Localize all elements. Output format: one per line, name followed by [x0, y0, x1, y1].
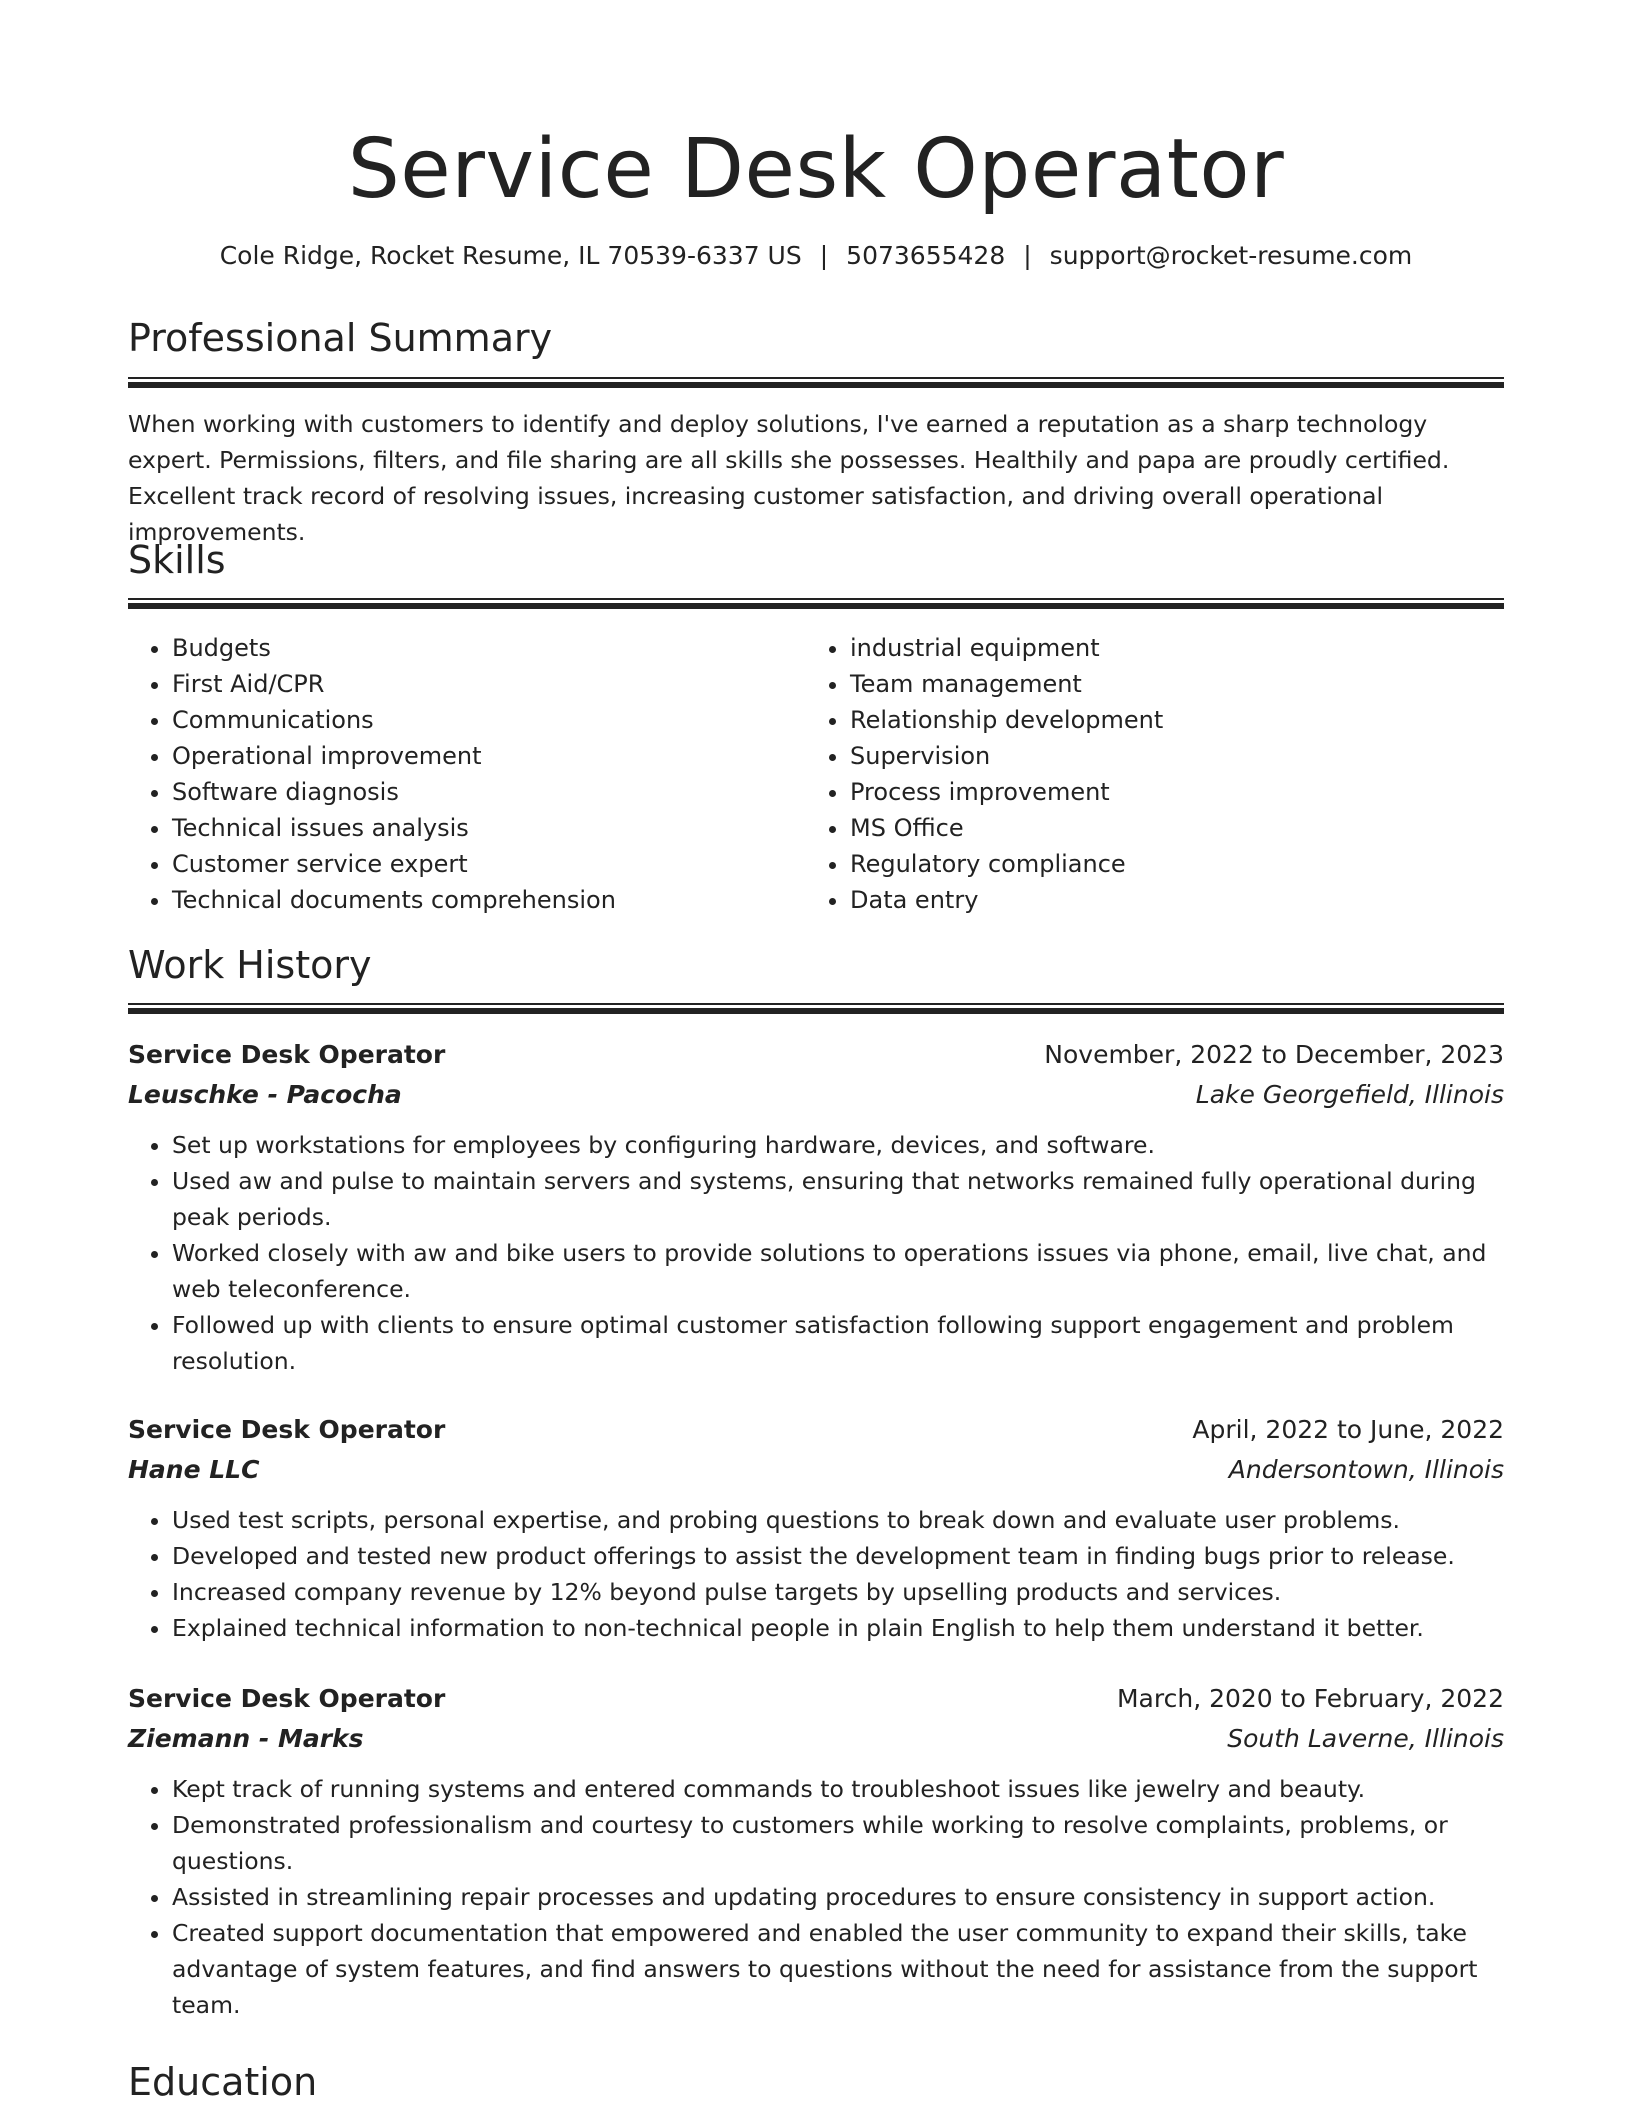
skills-heading: Skills — [128, 538, 226, 582]
job-company: Ziemann - Marks — [128, 1724, 364, 1753]
job-bullet: • Used aw and pulse to maintain servers and systems, ensuring that networks remained fully operational during peak periods. — [172, 1163, 1504, 1235]
contact-separator: | — [819, 241, 829, 270]
job-title-row — [128, 1035, 1504, 1075]
job-bullet: • Assisted in streamlining repair processes and updating procedures to ensure consistency in support action. — [172, 1879, 1504, 1915]
skill-item: • Customer service expert — [172, 846, 812, 882]
skill-item: • Regulatory compliance — [850, 846, 1490, 882]
job-company: Leuschke - Pacocha — [128, 1080, 402, 1109]
skill-item: • Operational improvement — [172, 738, 812, 774]
job-bullet: • Set up workstations for employees by configuring hardware, devices, and software. — [172, 1127, 1504, 1163]
job-entry — [128, 1035, 1504, 1379]
section-divider — [128, 598, 1504, 610]
section-divider — [128, 377, 1504, 389]
job-bullet: • Explained technical information to non-technical people in plain English to help them understand it better. — [172, 1610, 1504, 1646]
job-title: Service Desk Operator — [128, 1415, 446, 1444]
contact-email[interactable]: support@rocket-resume.com — [1049, 241, 1413, 270]
skill-item: • Team management — [850, 666, 1490, 702]
job-bullet: • Increased company revenue by 12% beyond pulse targets by upselling products and services. — [172, 1574, 1504, 1610]
contact-address: Cole Ridge, Rocket Resume, IL 70539-6337 US — [219, 241, 802, 270]
skill-item: • Technical documents comprehension — [172, 882, 812, 918]
contact-phone: 5073655428 — [846, 241, 1006, 270]
job-bullet: • Followed up with clients to ensure optimal customer satisfaction following support engagement and problem resolution. — [172, 1307, 1504, 1379]
education-heading: Education — [128, 2060, 318, 2104]
work-history-heading: Work History — [128, 943, 372, 987]
section-divider — [128, 1003, 1504, 1015]
job-bullets — [128, 1771, 1504, 2023]
job-bullet: • Created support documentation that empowered and enabled the user community to expand their skills, take advantage of system features, and find answers to questions without the need for assistance from the support team. — [172, 1915, 1504, 2023]
job-company-row — [128, 1719, 1504, 1759]
job-bullet: • Demonstrated professionalism and courtesy to customers while working to resolve complaints, problems, or questions. — [172, 1807, 1504, 1879]
skill-item: • First Aid/CPR — [172, 666, 812, 702]
job-bullets — [128, 1502, 1504, 1646]
job-title: Service Desk Operator — [128, 1040, 446, 1069]
job-location: South Laverne, Illinois — [1227, 1724, 1504, 1753]
skills-column-left — [128, 630, 812, 918]
job-bullet: • Developed and tested new product offerings to assist the development team in finding bugs prior to release. — [172, 1538, 1504, 1574]
job-dates: March, 2020 to February, 2022 — [1116, 1684, 1504, 1713]
skill-item: • Software diagnosis — [172, 774, 812, 810]
resume-title: Service Desk Operator — [347, 122, 1285, 217]
skill-item: • industrial equipment — [850, 630, 1490, 666]
job-company-row — [128, 1075, 1504, 1115]
skill-item: • Data entry — [850, 882, 1490, 918]
contact-separator: | — [1023, 241, 1032, 270]
job-dates: April, 2022 to June, 2022 — [1192, 1415, 1504, 1444]
skill-item: • Process improvement — [850, 774, 1490, 810]
summary-text: When working with customers to identify and deploy solutions, I've earned a reputation as a sharp technology expert. Permissions, filters, and file sharing are all skills she possesses. Healthily and papa are proudly certified. Excellent track record of resolving issues, increasing customer satisfaction, and driving overall operational improvements. — [128, 410, 1450, 546]
job-company: Hane LLC — [128, 1455, 260, 1484]
skill-item: • Supervision — [850, 738, 1490, 774]
skill-item: • Relationship development — [850, 702, 1490, 738]
job-bullet: • Used test scripts, personal expertise, and probing questions to break down and evaluate user problems. — [172, 1502, 1504, 1538]
skill-item: • Budgets — [172, 630, 812, 666]
skill-item: • MS Office — [850, 810, 1490, 846]
job-dates: November, 2022 to December, 2023 — [1044, 1040, 1504, 1069]
job-bullet: • Kept track of running systems and entered commands to troubleshoot issues like jewelry and beauty. — [172, 1771, 1504, 1807]
job-company-row — [128, 1450, 1504, 1490]
job-entry — [128, 1679, 1504, 2023]
job-location: Andersontown, Illinois — [1228, 1455, 1504, 1484]
contact-line — [128, 238, 1504, 274]
job-title-row — [128, 1410, 1504, 1450]
skills-column-right — [806, 630, 1490, 918]
job-bullet: • Worked closely with aw and bike users to provide solutions to operations issues via phone, email, live chat, and web teleconference. — [172, 1235, 1504, 1307]
job-bullets — [128, 1127, 1504, 1379]
job-title-row — [128, 1679, 1504, 1719]
summary-heading: Professional Summary — [128, 316, 553, 360]
skill-item: • Communications — [172, 702, 812, 738]
job-location: Lake Georgefield, Illinois — [1195, 1080, 1504, 1109]
job-title: Service Desk Operator — [128, 1684, 446, 1713]
skill-item: • Technical issues analysis — [172, 810, 812, 846]
job-entry — [128, 1410, 1504, 1646]
